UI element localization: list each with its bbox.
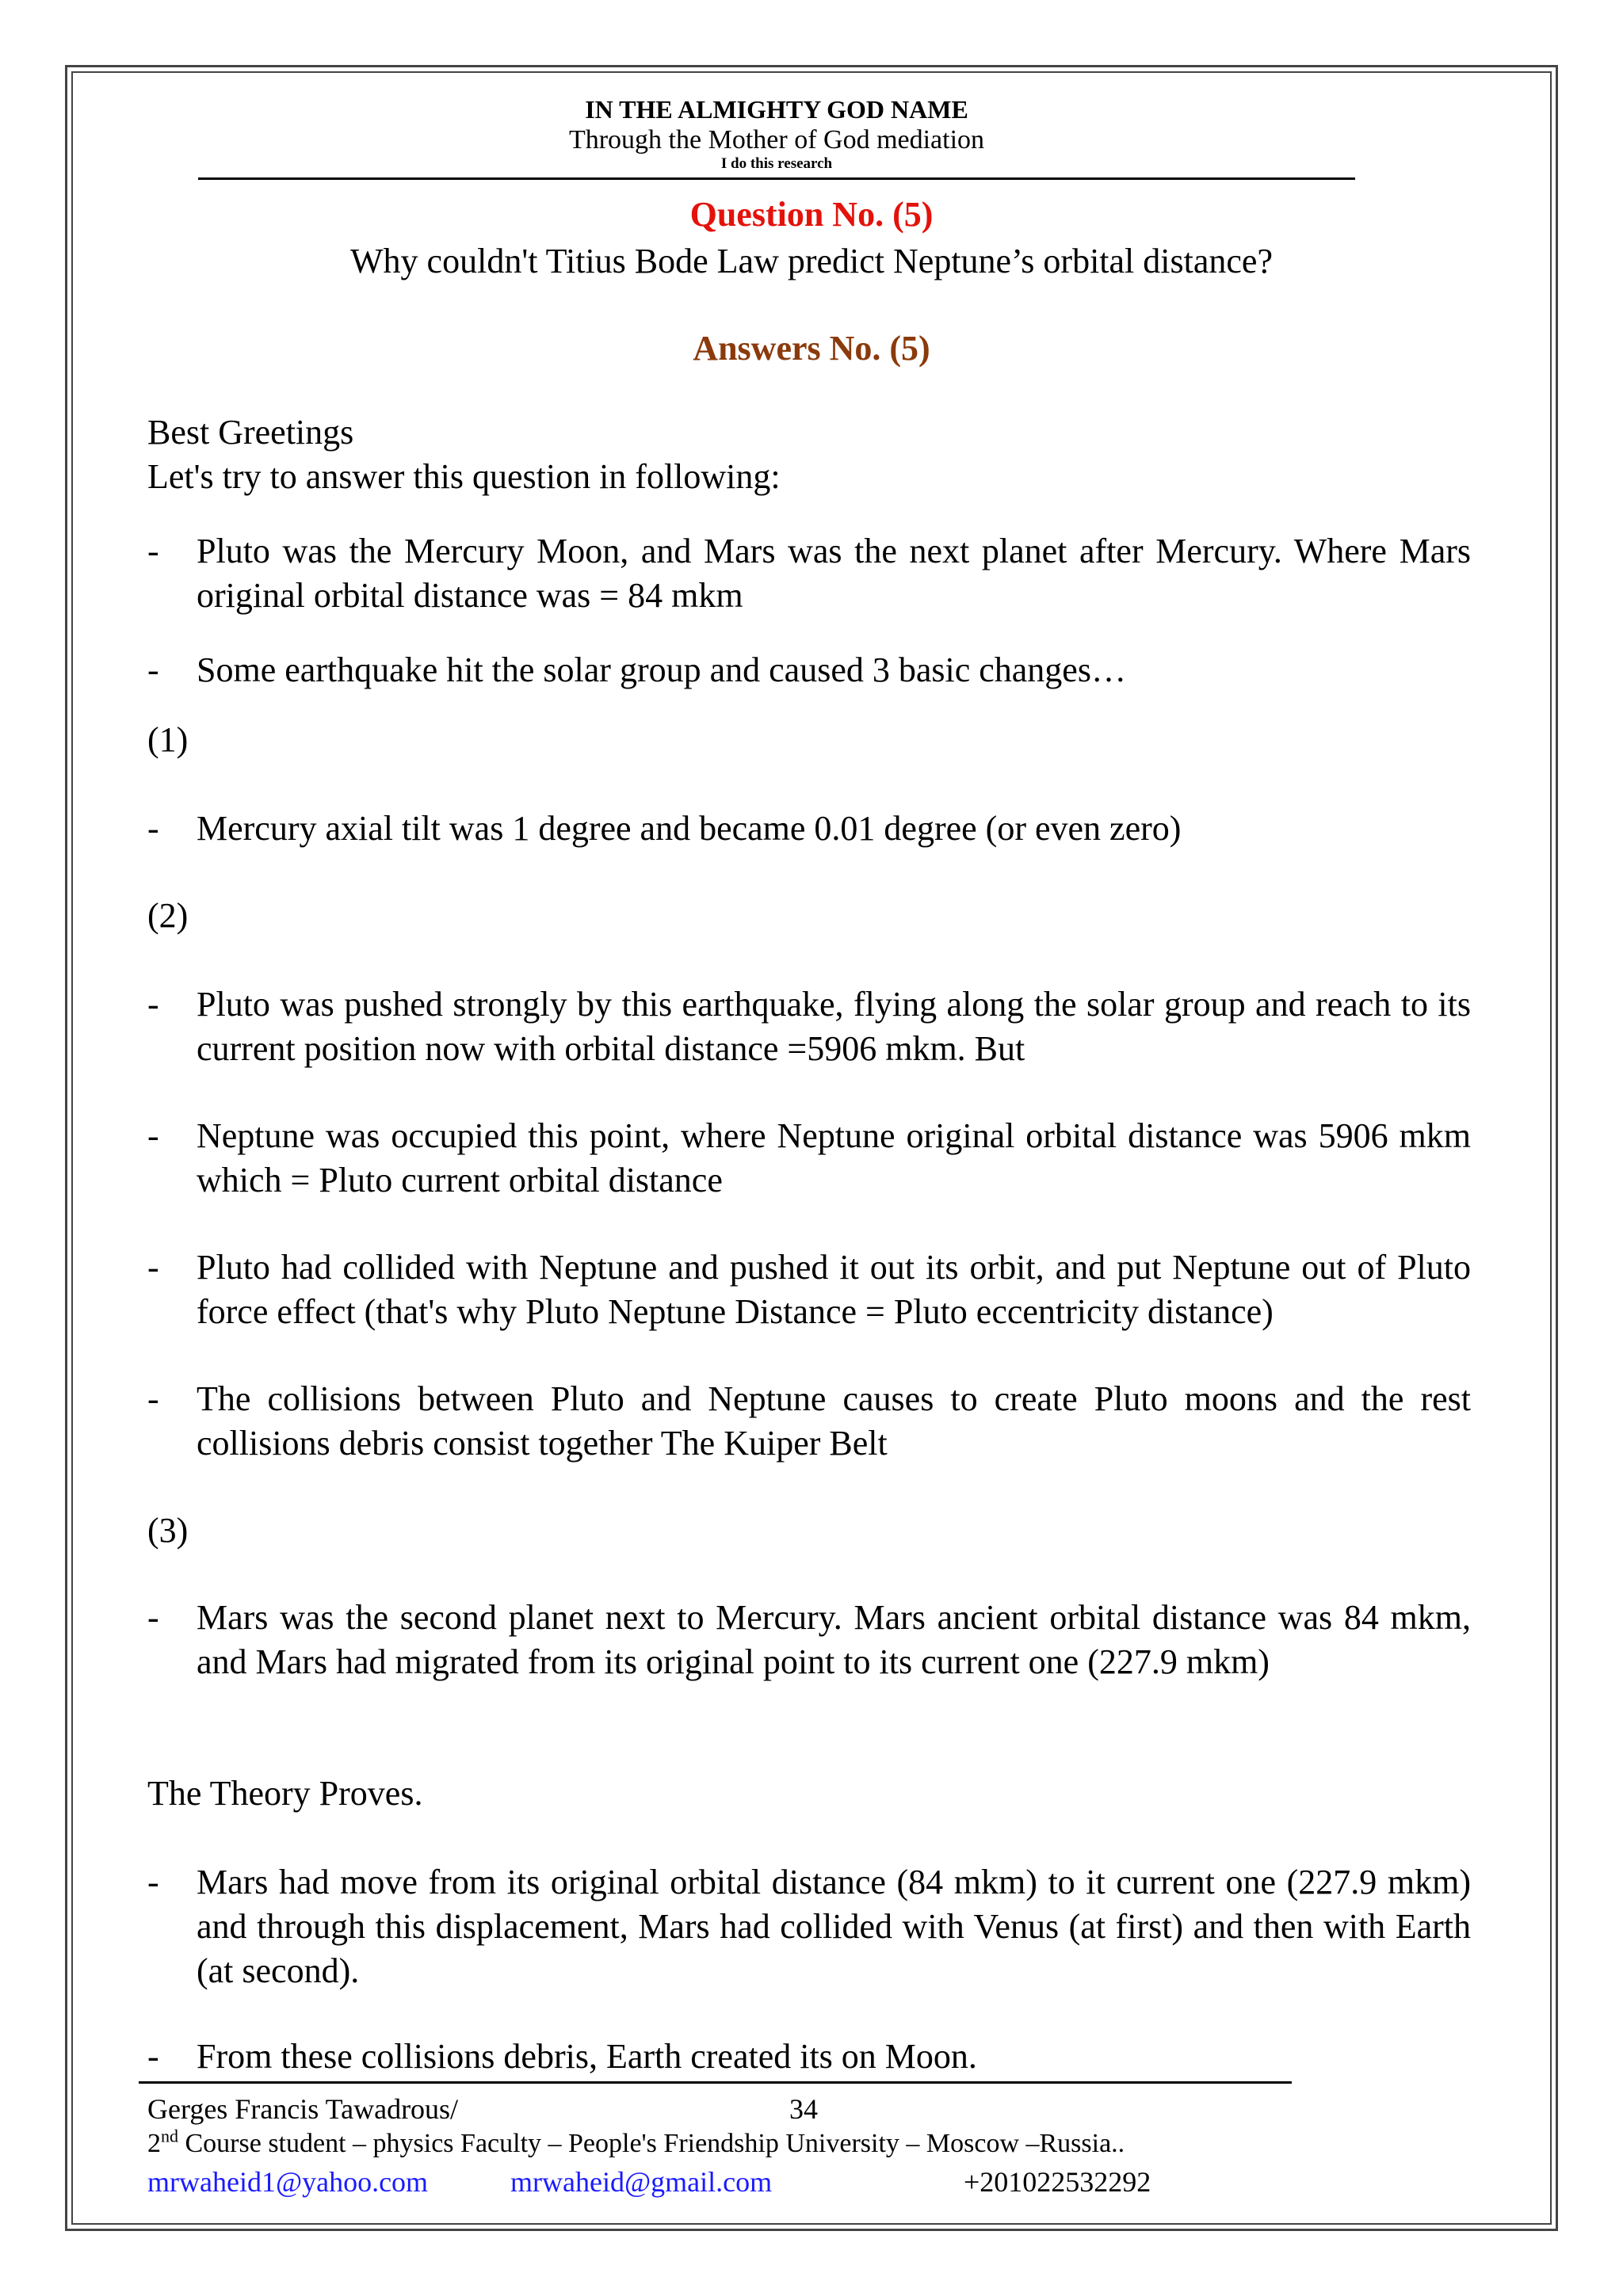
- list-item-text: Pluto had collided with Neptune and pushed it out its orbit, and put Neptune out of Pluto force effect (that's why Pluto Neptune Distance = Pluto eccentricity distance): [197, 1248, 1471, 1331]
- answer-title: Answers No. (5): [693, 329, 930, 368]
- question-text: Why couldn't Titius Bode Law predict Neptune’s orbital distance?: [350, 242, 1273, 280]
- bullet-dash: -: [147, 1248, 159, 1287]
- email-link-gmail[interactable]: mrwaheid@gmail.com: [510, 2166, 773, 2198]
- list-item-text: Pluto was pushed strongly by this earthquake, flying along the solar group and reach to its current position now with orbital distance =5906 mkm. But: [197, 985, 1471, 1068]
- section-marker-1: (1): [147, 720, 189, 759]
- phone-number: +201022532292: [964, 2166, 1151, 2198]
- bullet-dash: -: [147, 532, 159, 570]
- bullet-dash: -: [147, 1598, 159, 1637]
- intro-text: Let's try to answer this question in following:: [147, 457, 781, 496]
- list-item-text: Neptune was occupied this point, where Neptune original orbital distance was 5906 mkm which = Pluto current orbital distance: [197, 1116, 1471, 1199]
- course-number: 2: [147, 2129, 161, 2158]
- bullet-dash: -: [147, 985, 159, 1024]
- footer-divider: [139, 2081, 1292, 2084]
- list-item-text: Mars had move from its original orbital distance (84 mkm) to it current one (227.9 mkm) and through this displacement, Mars had collided with Venus (at first) and then with Earth (at second).: [197, 1863, 1471, 1990]
- header-subtitle: Through the Mother of God mediation: [568, 125, 985, 154]
- bullet-dash: -: [147, 809, 159, 848]
- course-text: Course student – physics Faculty – People's Friendship University – Moscow –Russia..: [178, 2129, 1125, 2158]
- list-item-text: The collisions between Pluto and Neptune causes to create Pluto moons and the rest collisions debris consist together The Kuiper Belt: [197, 1379, 1471, 1463]
- header-title: IN THE ALMIGHTY GOD NAME: [585, 95, 968, 124]
- bullet-dash: -: [147, 1379, 159, 1418]
- bullet-dash: -: [147, 1863, 159, 1901]
- header-divider: [198, 177, 1355, 180]
- header-note: I do this research: [720, 155, 833, 172]
- list-item-text: From these collisions debris, Earth created its on Moon.: [197, 2037, 977, 2076]
- theory-title: The Theory Proves.: [147, 1774, 423, 1813]
- list-item-text: Some earthquake hit the solar group and caused 3 basic changes…: [197, 650, 1126, 689]
- section-marker-2: (2): [147, 896, 189, 935]
- question-title: Question No. (5): [689, 195, 934, 234]
- footer-author: Gerges Francis Tawadrous/: [147, 2093, 459, 2125]
- footer-course: [147, 2128, 1125, 2160]
- page-number: 34: [789, 2093, 818, 2125]
- greeting: Best Greetings: [147, 413, 354, 452]
- bullet-dash: -: [147, 1116, 159, 1155]
- list-item-text: Mercury axial tilt was 1 degree and became 0.01 degree (or even zero): [197, 809, 1182, 848]
- section-marker-3: (3): [147, 1511, 189, 1550]
- list-item-text: Mars was the second planet next to Mercury. Mars ancient orbital distance was 84 mkm, and Mars had migrated from its original point to its current one (227.9 mkm): [197, 1598, 1471, 1681]
- bullet-dash: -: [147, 2037, 159, 2076]
- email-link-yahoo[interactable]: mrwaheid1@yahoo.com: [147, 2166, 429, 2198]
- page-header: [198, 93, 1355, 173]
- bullet-dash: -: [147, 650, 159, 689]
- course-superscript: nd: [161, 2126, 178, 2146]
- list-item-text: Pluto was the Mercury Moon, and Mars was the next planet after Mercury. Where Mars original orbital distance was = 84 mkm: [197, 532, 1471, 615]
